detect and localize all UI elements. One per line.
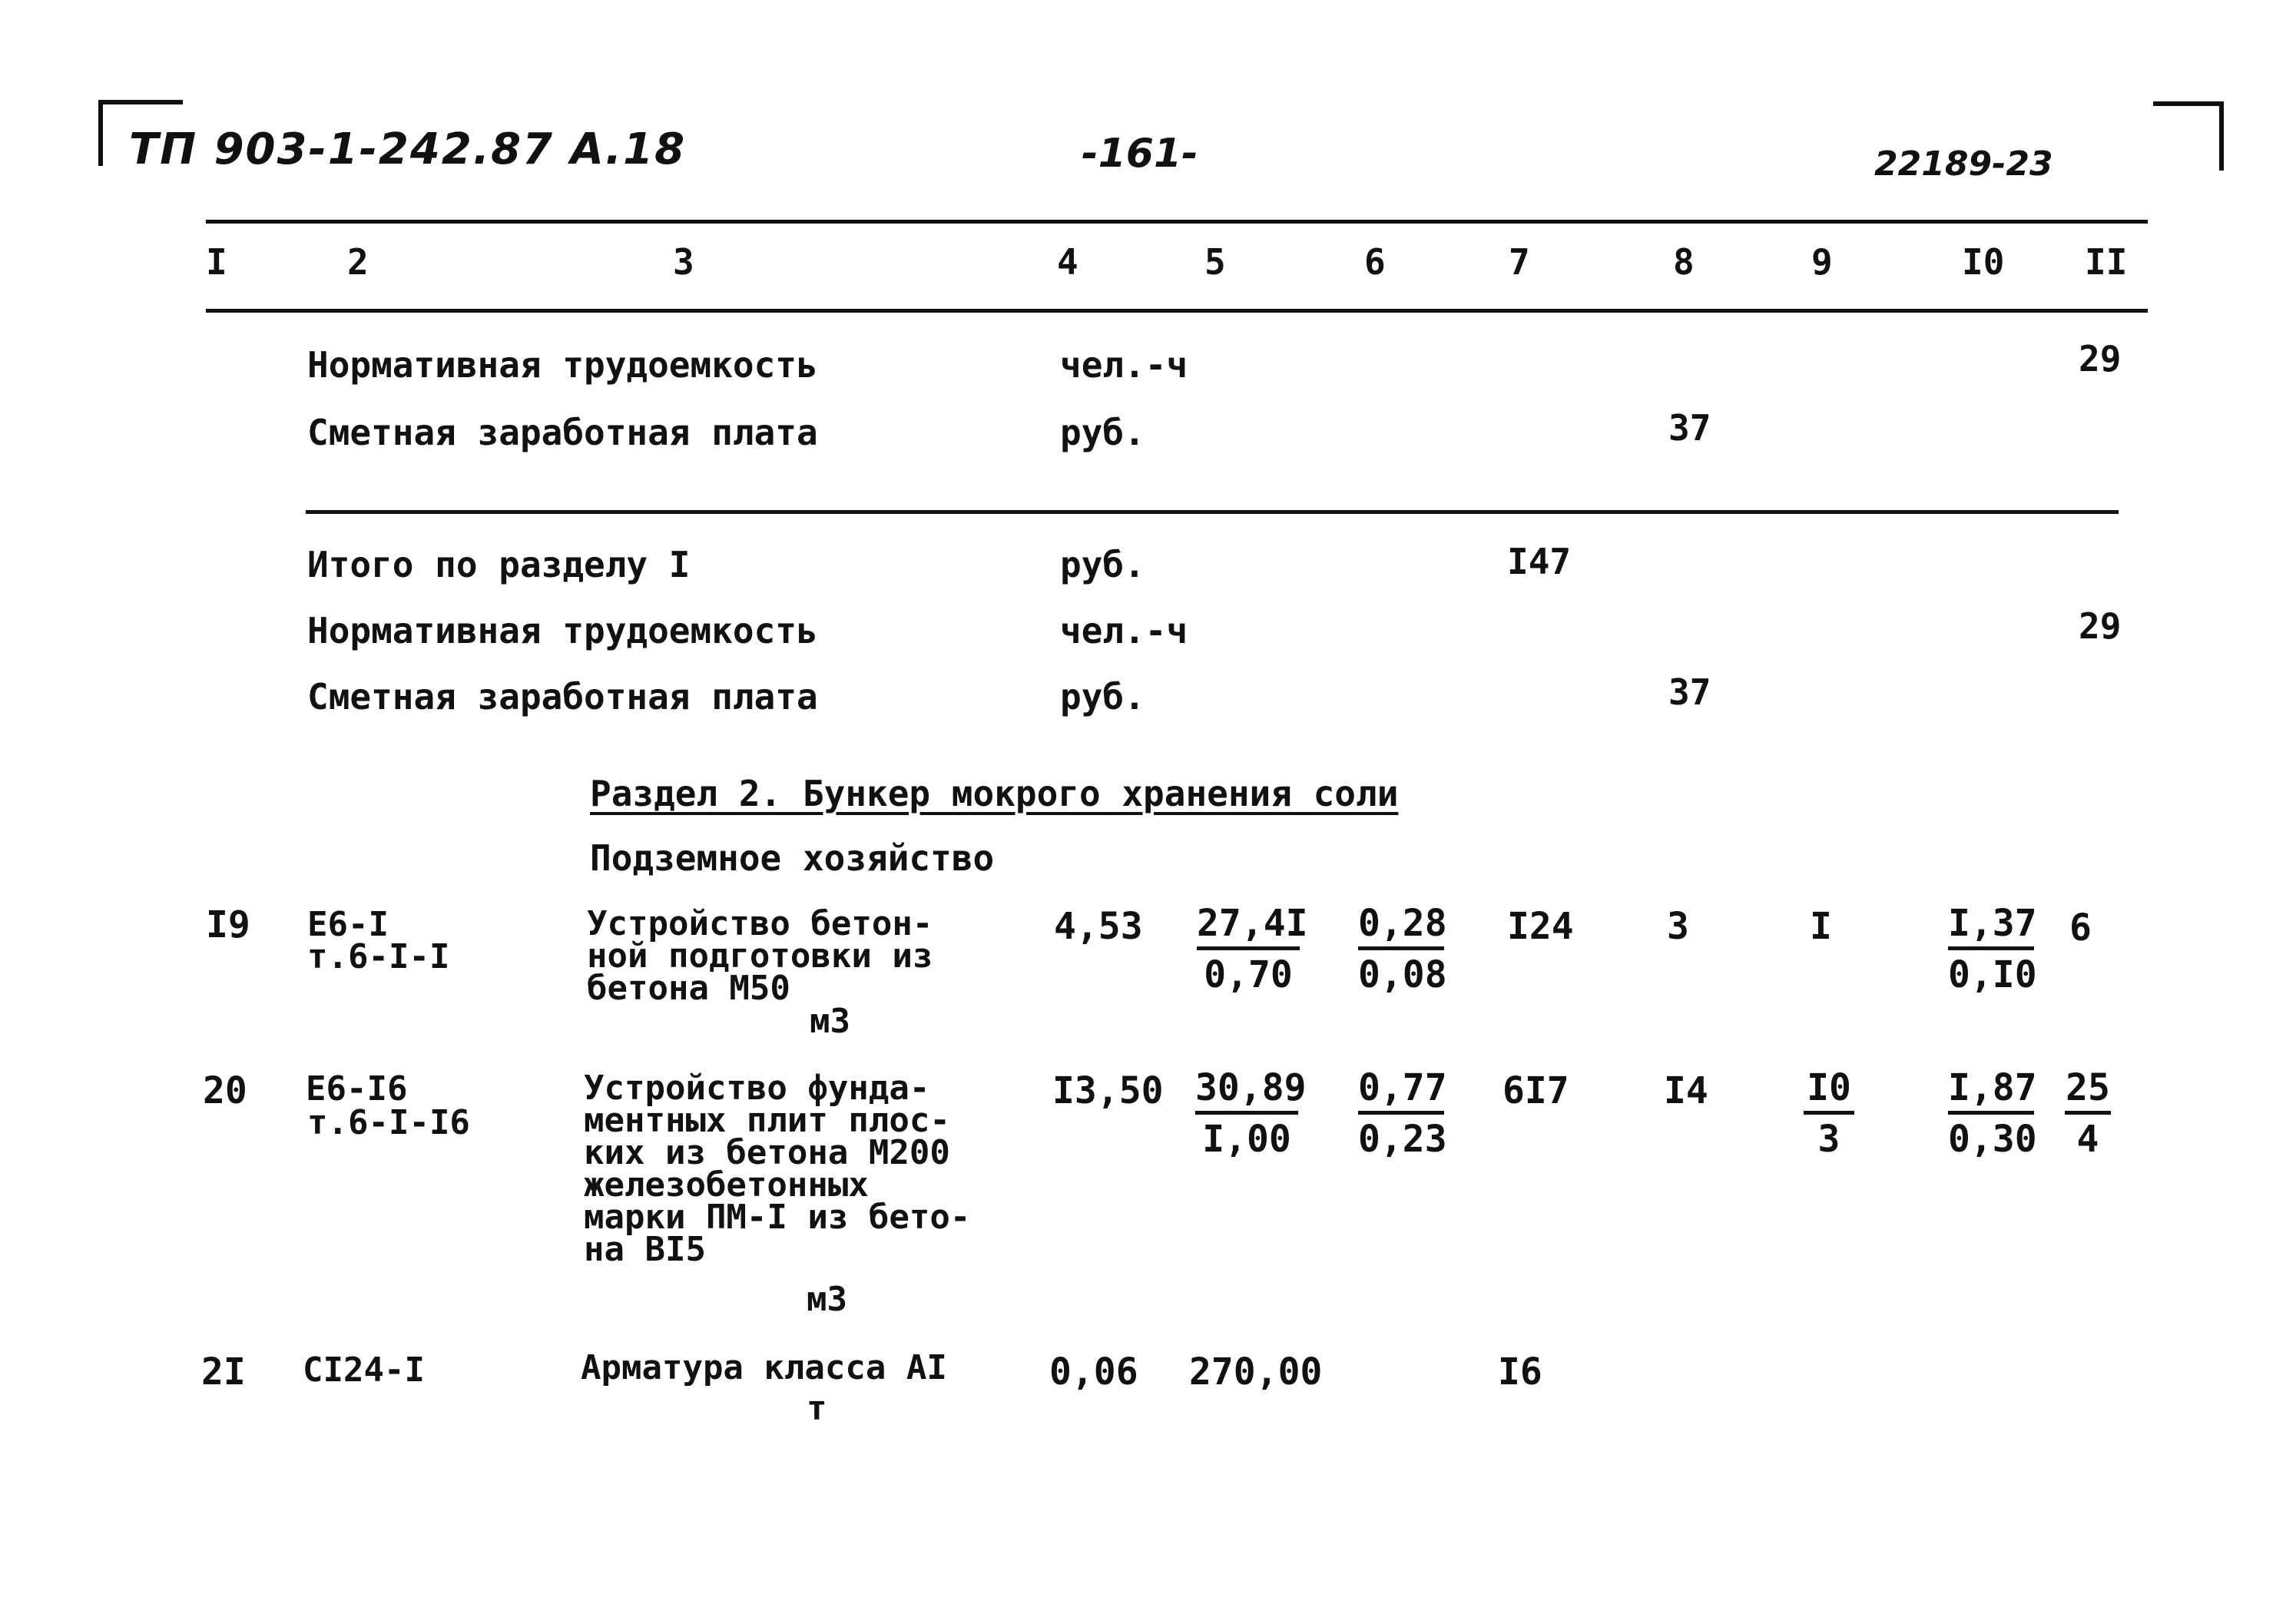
section-subtitle: Подземное хозяйство [590,837,995,879]
row-col8: 3 [1667,905,1689,948]
summary1-labor-label: Нормативная трудоемкость [307,344,818,386]
summary2-total-value: I47 [1507,541,1572,582]
summary1-wage-unit: руб. [1060,412,1145,453]
table-header-top-rule [206,220,2148,224]
column-header-8: 8 [1673,241,1695,283]
fraction-denominator: 0,I0 [1948,953,2037,996]
fraction-numerator: I0 [1804,1069,1854,1115]
fraction-numerator: 0,28 [1358,905,1444,950]
fraction-numerator: 0,77 [1358,1069,1444,1115]
row-col9-fraction [1804,1066,1854,1161]
summary2-total-label: Итого по разделу I [307,544,691,585]
fraction-denominator: 0,30 [1948,1118,2037,1161]
column-header-6: 6 [1364,241,1386,283]
row-number: 20 [203,1069,247,1112]
row-description: Арматура класса АI [581,1348,947,1387]
fraction-numerator: I,37 [1948,905,2034,950]
row-col6-fraction [1358,1066,1447,1161]
document-code: ТП 903-1-242.87 А.18 [129,124,687,174]
summary2-labor-label: Нормативная трудоемкость [307,610,818,651]
column-header-9: 9 [1811,241,1833,283]
column-header-4: 4 [1057,241,1078,283]
row-number: 2I [201,1350,246,1394]
fraction-denominator: 0,08 [1358,953,1447,996]
row-col10-fraction [1948,1066,2037,1161]
inventory-number: 22189-23 [1874,144,2053,184]
column-header-7: 7 [1509,241,1530,283]
section-divider-rule [306,510,2119,514]
row-description: Устройство бетон- ной подготовки из бетона М50 [587,904,933,1008]
summary1-labor-unit: чел.-ч [1060,344,1188,386]
summary1-wage-value: 37 [1668,407,1711,449]
fraction-numerator: I,87 [1948,1069,2034,1115]
fraction-numerator: 25 [2065,1069,2111,1115]
row-col7: 6I7 [1503,1069,1569,1112]
row-quantity: I3,50 [1052,1069,1164,1112]
summary2-total-unit: руб. [1060,544,1145,585]
top-right-corner-mark [2153,101,2224,171]
column-header-10: I0 [1962,241,2005,283]
row-col5-fraction [1197,902,1308,996]
row-col11: 6 [2069,906,2092,949]
column-header-2: 2 [347,241,369,283]
row-code: Е6-I [307,905,389,944]
column-header-3: 3 [673,241,694,283]
row-description: Устройство фунда- ментных плит плос- ких из бетона М200 железобетонных марки ПМ-I из бето- на ВI5 [584,1069,971,1269]
row-col7: I6 [1498,1350,1542,1394]
row-number: I9 [206,903,250,946]
fraction-denominator: I,00 [1202,1118,1291,1161]
row-col5: 270,00 [1189,1350,1323,1394]
table-header-bottom-rule [206,309,2148,313]
fraction-denominator: 0,70 [1204,953,1293,996]
row-quantity: 4,53 [1054,905,1143,948]
row-col8: I4 [1664,1069,1708,1112]
row-code: Е6-I6 [306,1069,408,1109]
column-header-1: I [206,241,227,283]
row-col11-fraction [2065,1066,2111,1161]
fraction-numerator: 30,89 [1195,1069,1298,1115]
summary2-wage-unit: руб. [1060,676,1145,717]
column-header-11: II [2085,241,2128,283]
row-col9: I [1810,905,1832,948]
row-col10-fraction [1948,902,2037,996]
summary2-labor-unit: чел.-ч [1060,610,1188,651]
summary1-wage-label: Сметная заработная плата [307,412,818,453]
summary1-labor-value: 29 [2079,338,2122,379]
fraction-denominator: 0,23 [1358,1118,1447,1161]
page-number: -161- [1082,131,1198,177]
row-unit: т [807,1389,827,1428]
fraction-numerator: 27,4I [1197,905,1300,950]
fraction-denominator: 4 [2076,1118,2099,1161]
row-code-ref: т.6-I-I [307,937,450,976]
row-col5-fraction [1195,1066,1307,1161]
fraction-denominator: 3 [1817,1118,1840,1161]
row-col6-fraction [1358,902,1447,996]
row-col7: I24 [1507,905,1574,948]
row-code-ref: т.6-I-I6 [307,1103,470,1142]
summary2-wage-label: Сметная заработная плата [307,676,818,717]
summary2-wage-value: 37 [1668,671,1711,713]
summary2-labor-value: 29 [2079,605,2122,647]
section-title: Раздел 2. Бункер мокрого хранения соли [590,773,1399,814]
row-unit: м3 [810,1002,850,1041]
row-code: СI24-I [303,1350,425,1390]
row-unit: м3 [807,1280,847,1319]
row-quantity: 0,06 [1049,1350,1138,1394]
column-header-5: 5 [1204,241,1226,283]
